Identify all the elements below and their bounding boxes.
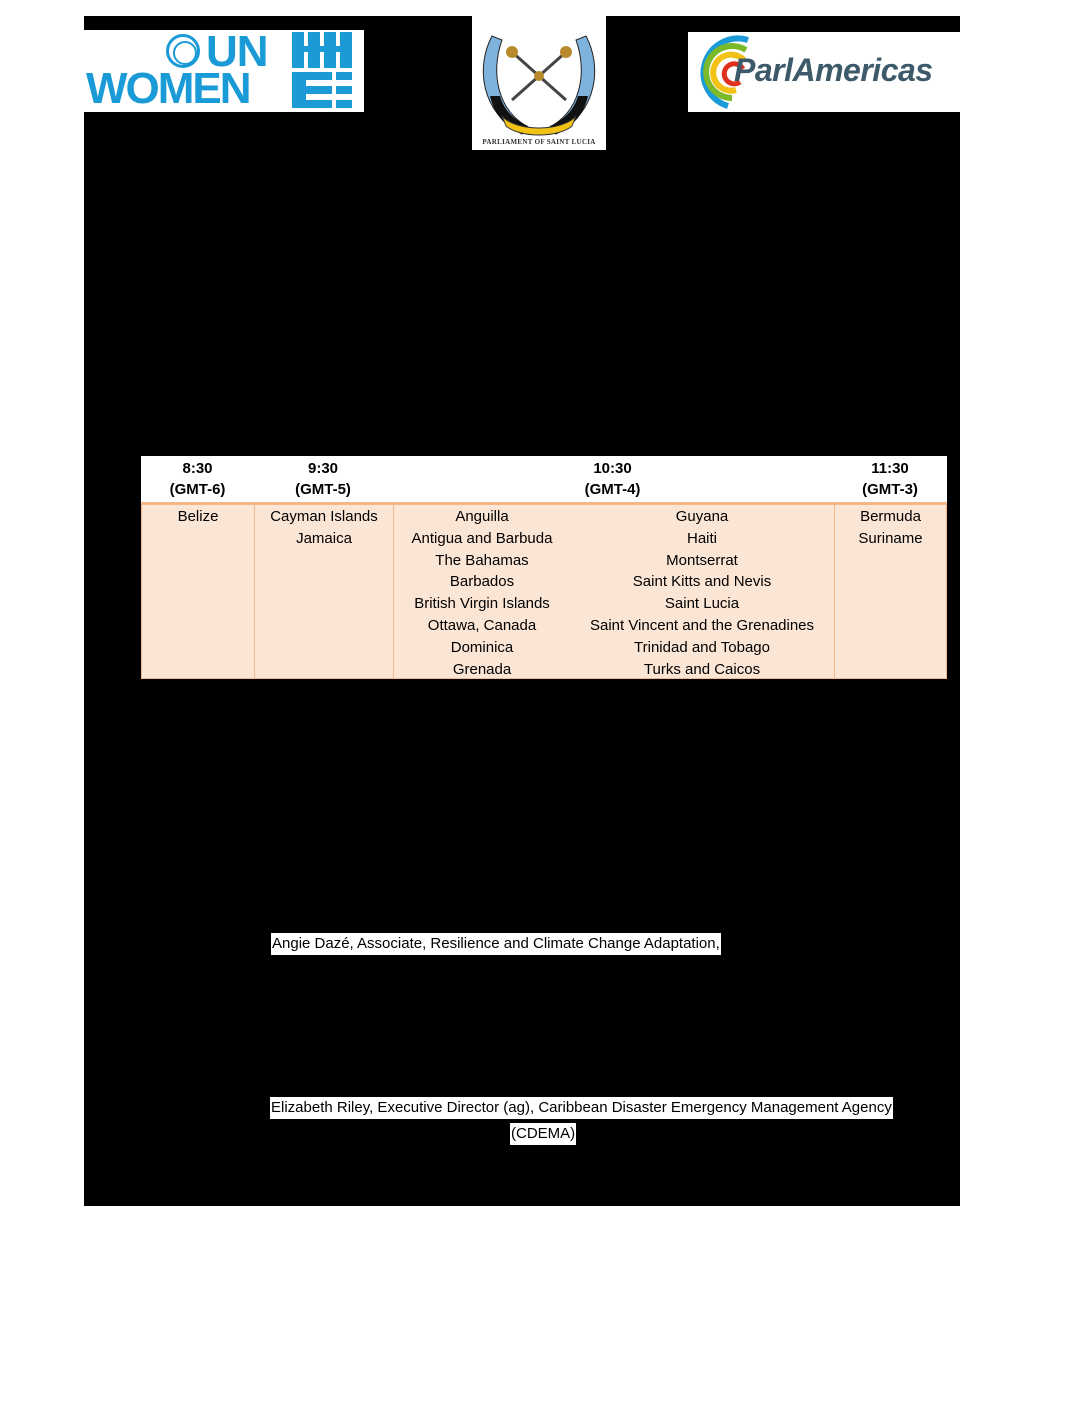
parliament-of-saint-lucia-crest: [472, 16, 606, 150]
country-cell: Jamaica: [296, 529, 352, 547]
crest-icon: [472, 16, 606, 150]
header-cell-gmt-4: [392, 458, 833, 500]
country-cell: Saint Lucia: [664, 595, 740, 613]
country-cell: Saint Vincent and the Grenadines: [589, 616, 815, 634]
country-cell: Barbados: [449, 573, 515, 591]
country-cell: Guyana: [675, 508, 729, 525]
un-emblem-icon: [166, 34, 200, 68]
header-cell-gmt-6: [141, 458, 254, 500]
country-cell: Suriname: [858, 529, 923, 547]
header-time: 9:30: [307, 460, 339, 477]
parlamericas-wordmark: ParlAmericas: [734, 52, 933, 88]
country-cell: Antigua and Barbuda: [411, 529, 553, 547]
un-women-symbol-icon: [292, 32, 356, 108]
country-cell: Grenada: [452, 660, 512, 678]
country-cell: Cayman Islands: [270, 508, 378, 525]
country-cell: Saint Kitts and Nevis: [632, 573, 772, 591]
timezone-table-body: [141, 504, 947, 679]
speaker-angie-daze: Angie Dazé, Associate, Resilience and Climate Change Adaptation,: [271, 933, 721, 955]
country-cell: Belize: [177, 508, 219, 525]
un-women-logo-line2: WOMEN: [86, 64, 250, 113]
header-time: 10:30: [593, 460, 632, 477]
country-column-gmt-4-a: [394, 505, 570, 678]
parlamericas-logo: [688, 32, 960, 112]
country-cell: Ottawa, Canada: [427, 616, 537, 634]
country-cell: Turks and Caicos: [643, 660, 761, 678]
country-cell: Montserrat: [666, 551, 738, 569]
country-cell: Haiti: [686, 529, 717, 547]
country-cell: The Bahamas: [435, 551, 529, 569]
speaker-elizabeth-riley-line1: Elizabeth Riley, Executive Director (ag), Caribbean Disaster Emergency Management Agency: [270, 1097, 893, 1119]
country-cell: Dominica: [450, 638, 514, 656]
header-zone: (GMT-6): [169, 481, 226, 498]
country-column-gmt-4-b: [570, 505, 834, 678]
country-column-gmt-5: [255, 505, 393, 678]
timezone-table-header: [141, 456, 947, 504]
header-cell-gmt-5: [254, 458, 392, 500]
header-zone: (GMT-5): [295, 481, 351, 498]
header-time: 11:30: [871, 460, 909, 477]
header-zone: (GMT-3): [862, 481, 918, 498]
header-cell-gmt-3: [833, 458, 947, 500]
crest-caption: PARLIAMENT OF SAINT LUCIA: [482, 138, 596, 146]
header-time: 8:30: [182, 460, 213, 477]
un-women-logo: [84, 27, 364, 113]
country-cell: Anguilla: [455, 508, 509, 525]
un-women-logo-line1: UN: [206, 27, 268, 76]
country-cell: British Virgin Islands: [414, 595, 550, 613]
country-column-gmt-3: [835, 505, 946, 678]
country-cell: Trinidad and Tobago: [634, 638, 770, 656]
speaker-elizabeth-riley-line2: (CDEMA): [510, 1123, 576, 1145]
country-column-gmt-6: [142, 505, 254, 678]
country-cell: Bermuda: [860, 508, 921, 525]
header-zone: (GMT-4): [584, 481, 641, 498]
